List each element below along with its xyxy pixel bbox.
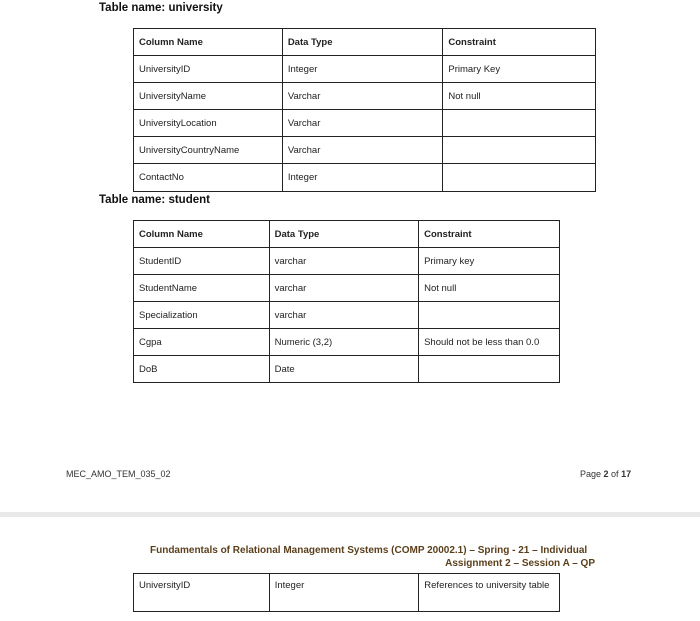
cell-data-type: Numeric (3,2)	[269, 329, 418, 356]
table-row	[134, 329, 560, 356]
cell-data-type: Integer	[269, 574, 419, 612]
table-row	[134, 83, 596, 110]
cell-column-name: StudentName	[134, 275, 270, 302]
cell-data-type: varchar	[269, 275, 418, 302]
cell-constraint: References to university table	[419, 574, 560, 612]
cell-data-type: varchar	[269, 248, 418, 275]
cell-constraint	[443, 137, 596, 164]
cell-constraint: Not null	[419, 275, 560, 302]
header-column-name: Column Name	[134, 221, 270, 248]
cell-column-name: ContactNo	[134, 164, 283, 192]
header-constraint: Constraint	[419, 221, 560, 248]
table-row	[134, 56, 596, 83]
cell-column-name: UniversityName	[134, 83, 283, 110]
university-table	[133, 28, 596, 192]
table-row	[134, 110, 596, 137]
table-row	[134, 574, 560, 612]
cell-constraint: Primary key	[419, 248, 560, 275]
cell-data-type: varchar	[269, 302, 418, 329]
document-code: MEC_AMO_TEM_035_02	[66, 469, 171, 479]
document-page-3	[0, 517, 700, 621]
cell-column-name: StudentID	[134, 248, 270, 275]
reference-table	[133, 573, 560, 612]
cell-constraint	[419, 356, 560, 383]
cell-constraint: Should not be less than 0.0	[419, 329, 560, 356]
header-data-type: Data Type	[269, 221, 418, 248]
table-row	[134, 302, 560, 329]
cell-data-type: Integer	[282, 164, 443, 192]
cell-constraint	[443, 164, 596, 192]
course-title-line1: Fundamentals of Relational Management Systems (COMP 20002.1) – Spring - 21 – Individual	[150, 545, 588, 556]
header-data-type: Data Type	[282, 29, 443, 56]
student-table-title: Table name: student	[99, 194, 210, 206]
course-title-line2: Assignment 2 – Session A – QP	[445, 558, 595, 569]
table-row	[134, 137, 596, 164]
cell-data-type: Varchar	[282, 110, 443, 137]
cell-data-type: Date	[269, 356, 418, 383]
course-header	[150, 544, 595, 570]
cell-constraint	[419, 302, 560, 329]
cell-column-name: UniversityID	[134, 574, 270, 612]
table-row	[134, 275, 560, 302]
cell-column-name: UniversityID	[134, 56, 283, 83]
header-column-name: Column Name	[134, 29, 283, 56]
cell-constraint: Not null	[443, 83, 596, 110]
cell-constraint	[443, 110, 596, 137]
cell-column-name: DoB	[134, 356, 270, 383]
university-table-title: Table name: university	[99, 2, 223, 14]
table-row	[134, 248, 560, 275]
cell-constraint: Primary Key	[443, 56, 596, 83]
table-row	[134, 164, 596, 192]
table-header-row	[134, 29, 596, 56]
cell-data-type: Integer	[282, 56, 443, 83]
table-row	[134, 356, 560, 383]
page-number: Page 2 of 17	[580, 469, 632, 479]
cell-column-name: Specialization	[134, 302, 270, 329]
header-constraint: Constraint	[443, 29, 596, 56]
cell-column-name: UniversityCountryName	[134, 137, 283, 164]
student-table	[133, 220, 560, 383]
cell-data-type: Varchar	[282, 137, 443, 164]
cell-column-name: UniversityLocation	[134, 110, 283, 137]
cell-data-type: Varchar	[282, 83, 443, 110]
table-header-row	[134, 221, 560, 248]
cell-column-name: Cgpa	[134, 329, 270, 356]
